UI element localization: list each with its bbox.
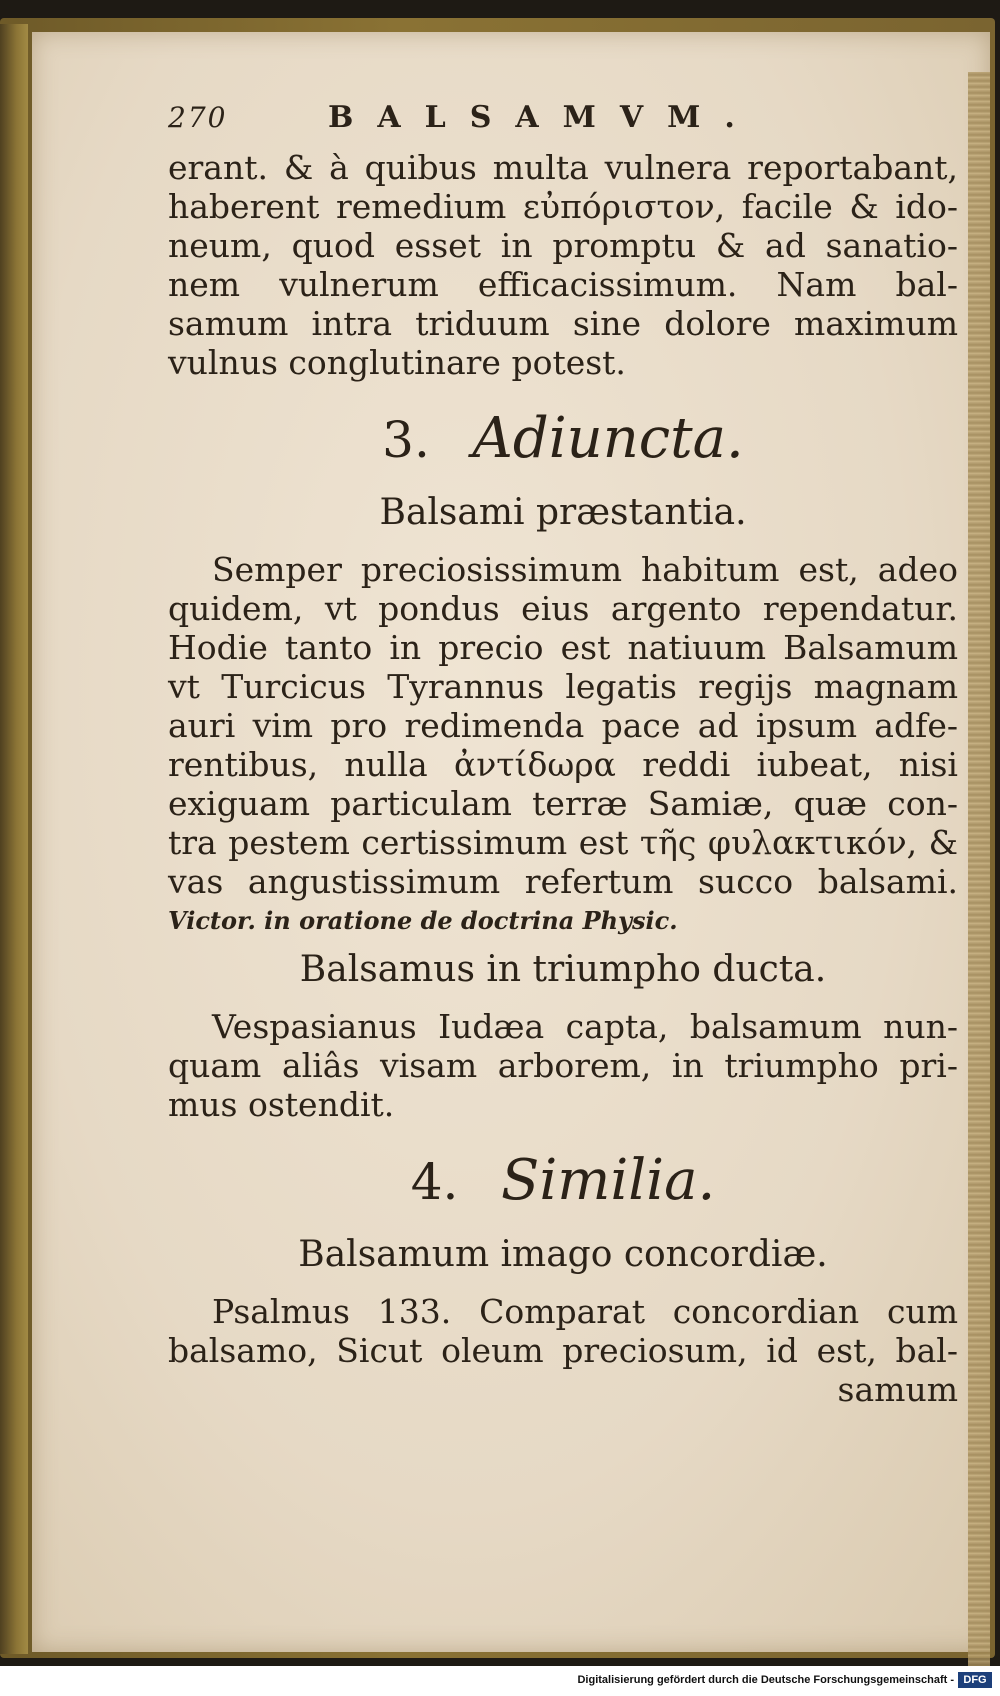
text-line: quidem, vt pondus eius argento rependatur. [168,589,958,628]
subheading: Balsamus in triumpho ducta. [299,949,827,990]
section-heading-4 [168,1136,958,1226]
text-line: vulnus conglutinare potest. [168,343,626,382]
text-line: neum, quod esset in promptu & ad sanatio- [168,226,958,265]
page-number: 270 [168,101,228,134]
subheading: Balsamum imago concordiæ. [298,1234,828,1275]
text-line: Hodie tanto in precio est natiuum Balsamum [168,628,958,667]
text-line: nem vulnerum efficacissimum. Nam bal- [168,265,958,304]
text-line: Semper preciosissimum habitum est, adeo [212,550,958,589]
section-heading-3 [168,394,958,484]
paragraph-2 [168,550,958,901]
running-head [168,100,958,148]
text-line: mus ostendit. [168,1085,395,1124]
section-title: Similia. [500,1148,716,1213]
text-line: haberent remedium εὐπόριστον, facile & ido- [168,187,958,226]
text-line: erant. & à quibus multa vulnera reportabant, [168,148,958,187]
funding-credit: Digitalisierung gefördert durch die Deutsche Forschungsgemeinschaft - [577,1674,954,1686]
text-line: auri vim pro redimenda pace ad ipsum adfe- [168,706,958,745]
text-line: exiguam particulam terræ Samiæ, quæ con- [168,784,958,823]
paragraph-4 [168,1292,958,1409]
section-title: Adiuncta. [472,406,744,471]
text-line: Vespasianus Iudæa capta, balsamum nun- [212,1007,958,1046]
running-head-title: BALSAMVM. [328,100,759,135]
dfg-logo-icon: DFG [958,1672,992,1688]
paragraph-3 [168,1007,958,1124]
page-fore-edge [968,72,990,1666]
text-line: vt Turcicus Tyrannus legatis regijs magnam [168,667,958,706]
page-text [168,100,958,1409]
text-line: vas angustissimum refertum succo balsami. [168,862,958,901]
citation: Victor. in oratione de doctrina Physic. [168,906,678,935]
text-line: rentibus, nulla ἀντίδωρα reddi iubeat, nisi [168,745,958,784]
subheading: Balsami præstantia. [379,492,747,533]
text-line: quam aliâs visam arborem, in triumpho pri- [168,1046,958,1085]
text-line: balsamo, Sicut oleum preciosum, id est, bal- [168,1331,958,1370]
text-line: tra pestem certissimum est τῆς φυλακτικόν, & [168,823,958,862]
catchword: samum [837,1370,958,1409]
paragraph-1 [168,148,958,382]
text-line: samum intra triduum sine dolore maximum [168,304,958,343]
section-number: 3. [382,411,430,469]
book-spine [0,24,28,1654]
section-number: 4. [410,1153,459,1211]
text-line: Psalmus 133. Comparat concordian cum [212,1292,958,1331]
